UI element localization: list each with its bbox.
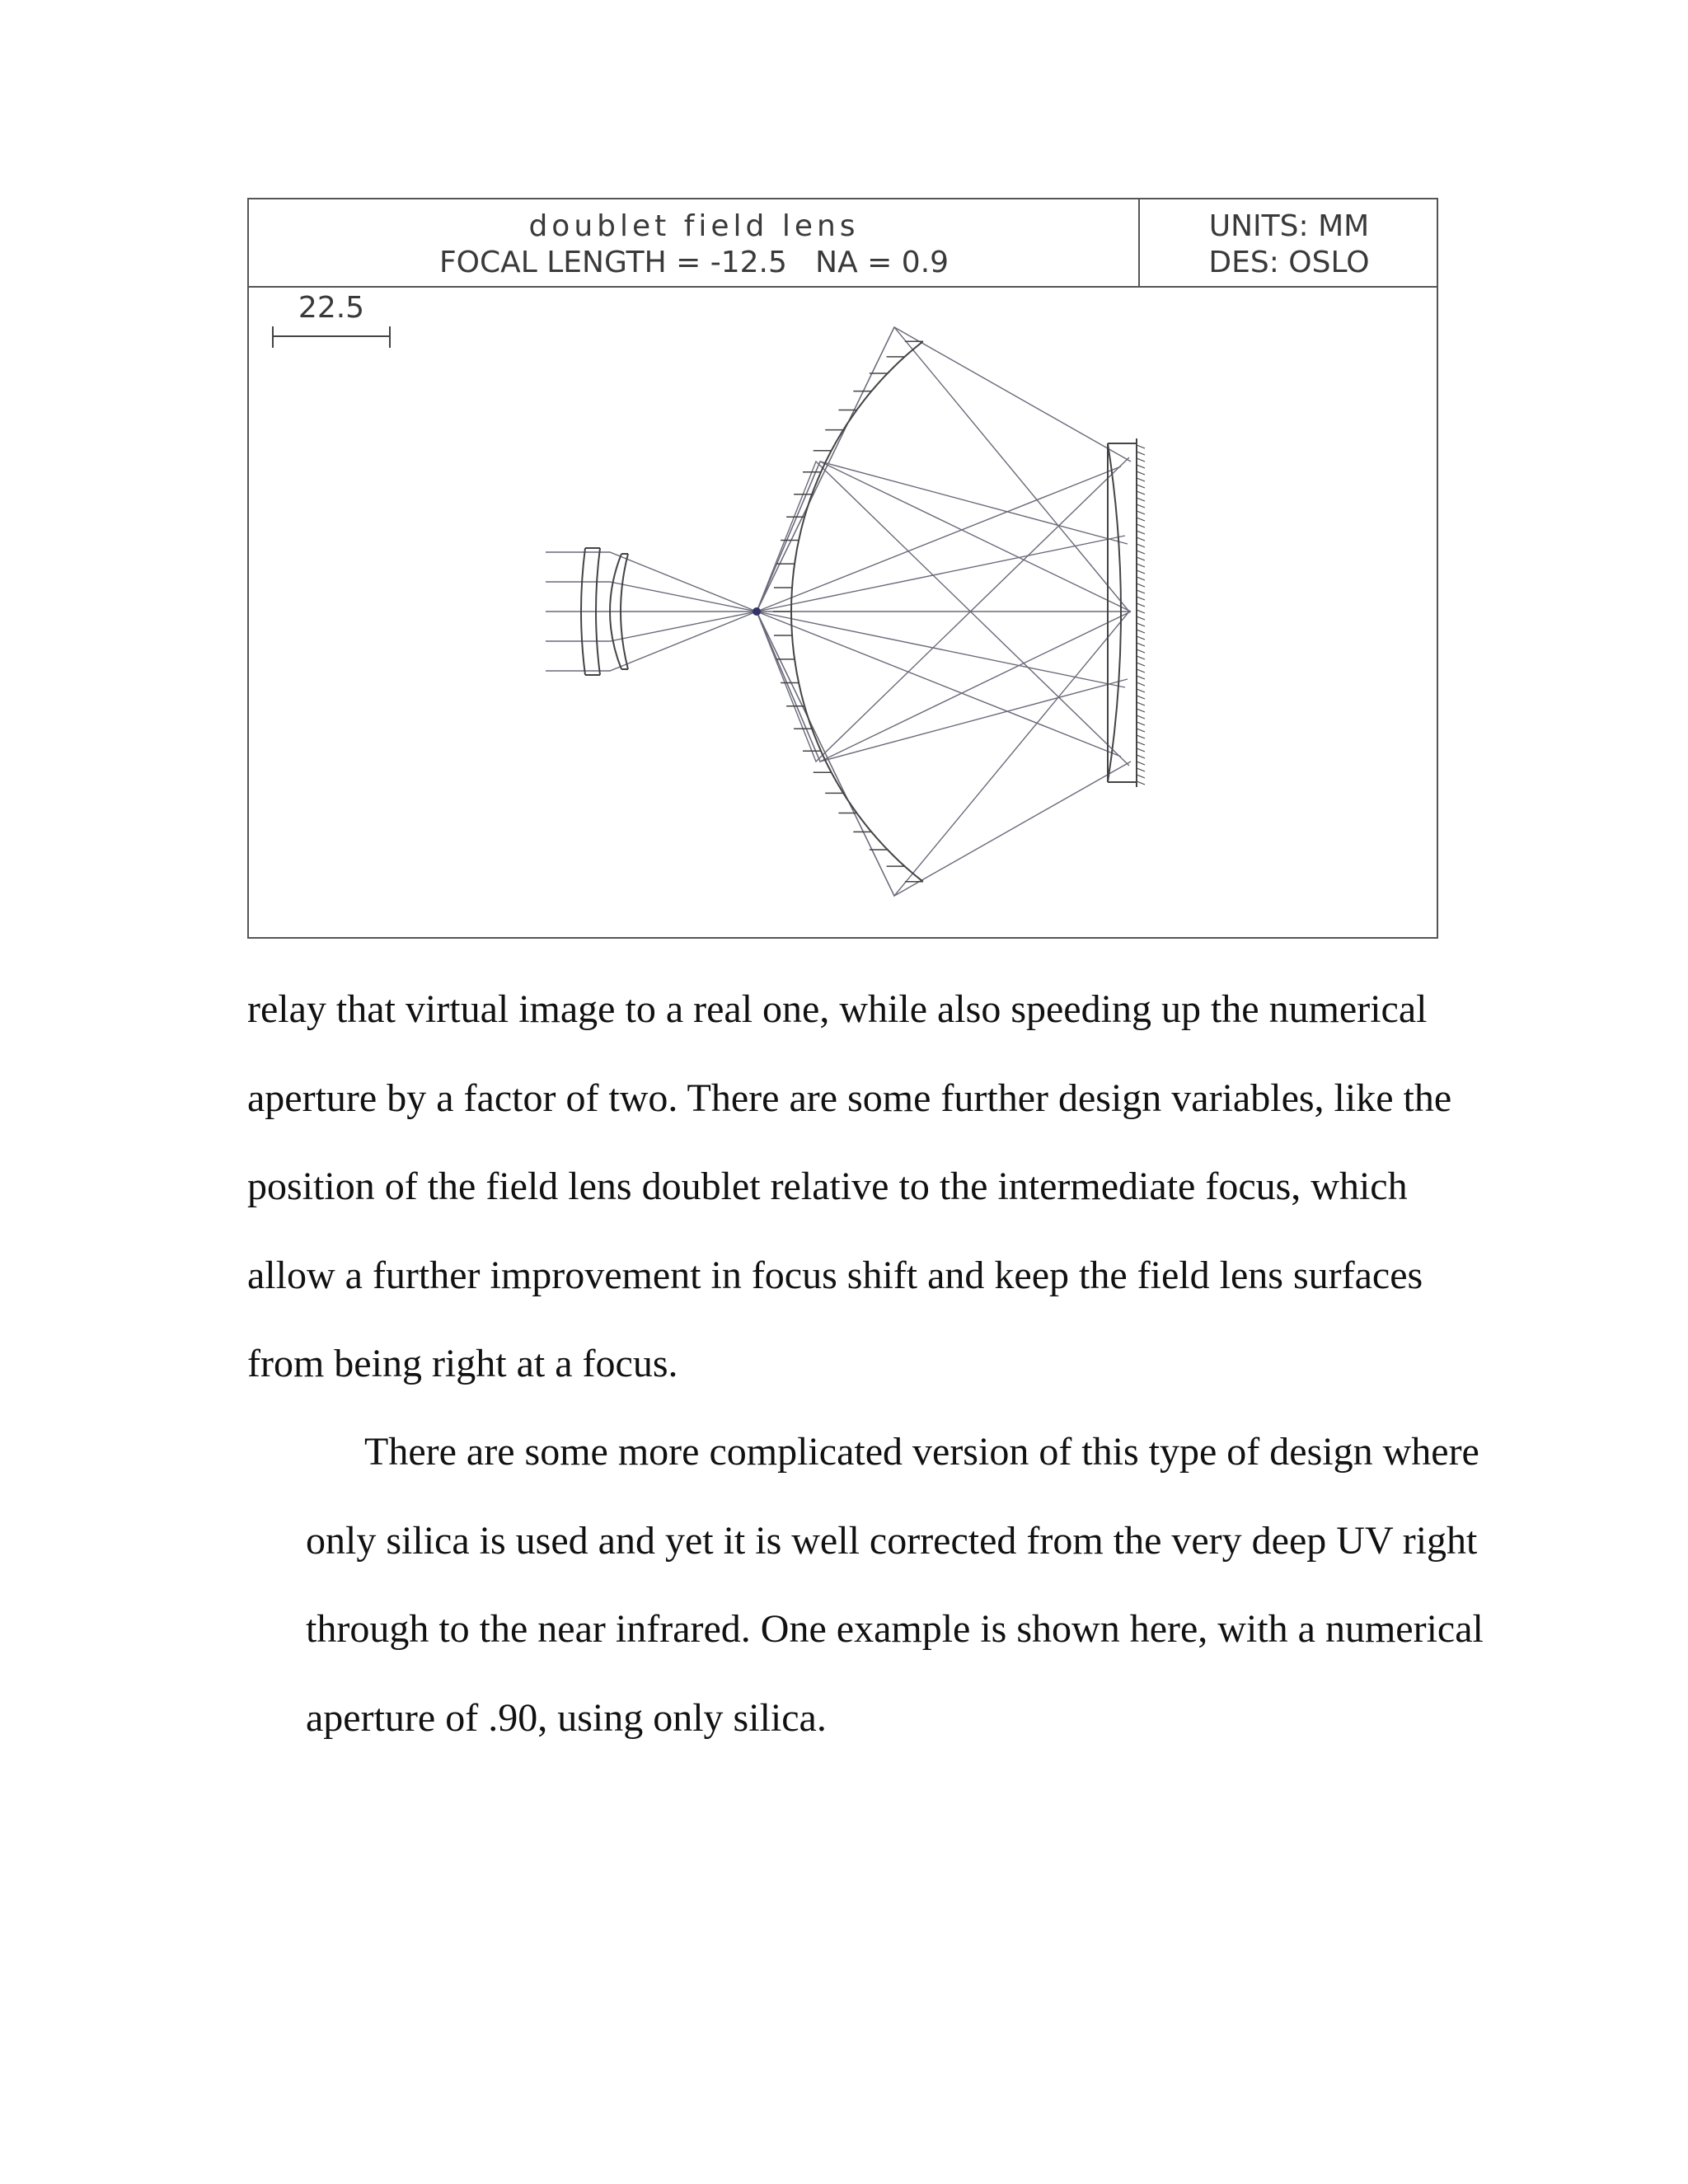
- secondary-hatch: [1137, 616, 1145, 620]
- ray-line: [546, 612, 757, 641]
- text-line: from being right at a focus.: [247, 1342, 678, 1385]
- figure-units: UNITS: MM: [1208, 209, 1370, 243]
- secondary-hatch: [1137, 715, 1145, 719]
- secondary-hatch: [1137, 735, 1145, 738]
- text-line: aperture by a factor of two. There are some further design variables, like the: [247, 1076, 1452, 1120]
- body-paragraph-2: [247, 1408, 1533, 1762]
- secondary-hatch: [1137, 696, 1145, 699]
- secondary-hatch: [1137, 682, 1145, 686]
- secondary-hatch: [1137, 524, 1145, 527]
- secondary-hatch: [1137, 564, 1145, 567]
- body-paragraph-1: [247, 965, 1533, 1408]
- text-line: allow a further improvement in focus shift and keep the field lens surfaces: [247, 1253, 1423, 1297]
- secondary-hatch: [1137, 504, 1145, 508]
- secondary-hatch: [1137, 458, 1145, 462]
- secondary-hatch: [1137, 511, 1145, 514]
- secondary-hatch: [1137, 531, 1145, 534]
- scale-bar: [273, 326, 390, 348]
- secondary-hatch: [1137, 537, 1145, 541]
- secondary-hatch: [1137, 465, 1145, 468]
- secondary-hatch: [1137, 557, 1145, 560]
- secondary-hatch: [1137, 709, 1145, 712]
- ray-line: [757, 462, 1129, 766]
- secondary-hatch: [1137, 551, 1145, 554]
- text-line: aperture of .90, using only silica.: [306, 1695, 827, 1740]
- ray-line: [757, 466, 1121, 612]
- secondary-hatch: [1137, 577, 1145, 580]
- secondary-hatch: [1137, 570, 1145, 574]
- secondary-hatch: [1137, 669, 1145, 673]
- secondary-hatch: [1137, 729, 1145, 732]
- secondary-hatch: [1137, 491, 1145, 494]
- secondary-hatch: [1137, 722, 1145, 725]
- ray-line: [757, 612, 1121, 757]
- diagram-frame: [248, 199, 1437, 938]
- secondary-hatch: [1137, 768, 1145, 771]
- ray-line: [757, 536, 1125, 612]
- text-line: only silica is used and yet it is well corrected from the very deep UV right: [306, 1518, 1478, 1563]
- secondary-hatch: [1137, 603, 1145, 607]
- secondary-hatch: [1137, 689, 1145, 692]
- secondary-hatch: [1137, 445, 1145, 448]
- secondary-hatch: [1137, 762, 1145, 765]
- secondary-hatch: [1137, 663, 1145, 666]
- ray-line: [546, 582, 757, 612]
- secondary-hatch: [1137, 452, 1145, 455]
- secondary-hatch: [1137, 643, 1145, 646]
- secondary-hatch: [1137, 623, 1145, 626]
- scale-bar-label: 22.5: [298, 291, 365, 325]
- text-line: relay that virtual image to a real one, while also speeding up the numerical: [247, 987, 1428, 1031]
- secondary-hatch: [1137, 610, 1145, 613]
- secondary-hatch: [1137, 656, 1145, 659]
- secondary-hatch: [1137, 649, 1145, 653]
- secondary-hatch: [1137, 630, 1145, 633]
- secondary-hatch: [1137, 636, 1145, 640]
- secondary-hatch: [1137, 485, 1145, 488]
- secondary-hatch: [1137, 597, 1145, 600]
- figure-designer: DES: OSLO: [1208, 246, 1370, 279]
- text-line: position of the field lens doublet relative to the intermediate focus, which: [247, 1165, 1408, 1208]
- secondary-mirror: [1108, 438, 1145, 787]
- secondary-hatch: [1137, 702, 1145, 705]
- secondary-hatch: [1137, 518, 1145, 521]
- secondary-hatch: [1137, 775, 1145, 778]
- figure-title: doublet field lens: [528, 209, 860, 243]
- secondary-hatch: [1137, 478, 1145, 481]
- secondary-hatch: [1137, 590, 1145, 593]
- intermediate-focus-marker: [753, 607, 761, 616]
- secondary-hatch: [1137, 755, 1145, 758]
- text-line: through to the near infrared. One example is shown here, with a numerical: [306, 1607, 1484, 1651]
- figure-subtitle: FOCAL LENGTH = -12.5 NA = 0.9: [438, 246, 950, 279]
- secondary-hatch: [1137, 748, 1145, 752]
- secondary-hatch: [1137, 583, 1145, 587]
- secondary-hatch: [1137, 498, 1145, 501]
- lens-diagram: [0, 0, 1688, 956]
- secondary-hatch: [1137, 781, 1145, 785]
- text-line: There are some more complicated version of this type of design where: [364, 1430, 1479, 1474]
- ray-line: [757, 612, 1125, 687]
- ray-traces: [546, 327, 1131, 896]
- secondary-hatch: [1137, 471, 1145, 475]
- secondary-hatch: [1137, 544, 1145, 547]
- secondary-hatch: [1137, 676, 1145, 679]
- ray-line: [757, 457, 1129, 762]
- secondary-hatch: [1137, 742, 1145, 745]
